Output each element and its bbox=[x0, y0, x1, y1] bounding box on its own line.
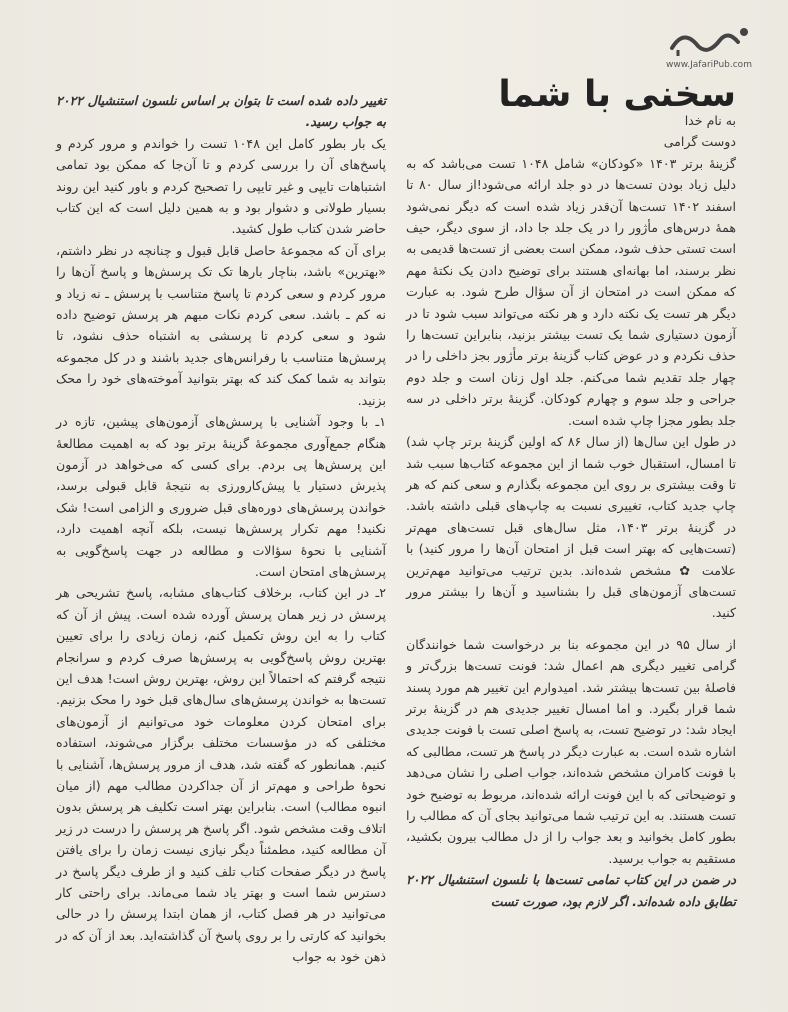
left-column bbox=[56, 90, 386, 990]
greeting-line: دوست گرامی bbox=[663, 134, 736, 150]
paragraph: ۱ـ با وجود آشنایی با پرسش‌های آزمون‌های پیشین، تازه در هنگام جمع‌آوری مجموعهٔ گزینهٔ برتر بود که به اهمیت مطالعهٔ این پرسش‌ها پی بردم. برای کسی که می‌خواهد در آزمون پذیرش دستیار یا پیش‌کارورزی به نتیجهٔ قابل قبولی برسد، خواندن پرسش‌های دوره‌های قبل ضروری و الزامی است! شک نکنید! مهم تکرار پرسش‌ها نیست، بلکه آنچه اهمیت دارد، آشنایی با نحوهٔ سؤالات و مطالعه در جهت پاسخ‌گویی به پرسش‌های امتحان است. bbox=[56, 414, 386, 579]
paragraph: از سال ۹۵ در این مجموعه بنا بر درخواست شما خوانندگان گرامی تغییر دیگری هم اعمال شد: فونت تست‌ها بزرگ‌تر و فاصلهٔ بین تست‌ها بیشتر شد. امیدوارم این تغییر هم مورد پسند شما قرار بگیرد. و اما امسال تغییر جدیدی هم در گزینهٔ برتر ایجاد شد: در توضیح تست، به پاسخ اصلی تست با فونت جدیدی اشاره شده است. به عبارت دیگر در پاسخ هر تست، مطالبی که با فونت کامران مشخص شده‌اند، جواب اصلی را نشان می‌دهد و توضیحاتی که با این فونت ارائه شده‌اند، مربوط به توضیح خود تست هستند. به این ترتیب شما می‌توانید بجای آن که مطالب را بطور کامل بخوانید و بعد جواب را از دل مطالب بیرون بکشید، مستقیم به جواب برسید. bbox=[406, 636, 736, 866]
greeting-line: به نام خدا bbox=[684, 113, 736, 128]
jafari-logo-icon bbox=[664, 20, 754, 60]
paragraph-emphasis: تغییر داده شده است تا بتوان بر اساس نلسون استنشیال ۲۰۲۲ به جواب رسید. bbox=[56, 93, 386, 130]
paragraph-emphasis: در ضمن در این کتاب تمامی تست‌ها با نلسون استنشیال ۲۰۲۲ تطابق داده شده‌اند. اگر لازم بود، صورت تست bbox=[406, 872, 736, 909]
paragraph: گزینهٔ برتر ۱۴۰۳ «کودکان» شامل ۱۰۴۸ تست می‌باشد که به دلیل زیاد بودن تست‌ها در دو جلد ارائه می‌شود!از سال ۸۰ تا اسفند ۱۴۰۲ تست‌ها آن‌قدر زیاد شده است که دیگر نمی‌شود همهٔ درس‌های مأژور را در یک جلد جا داد، از سوی دیگر، حیف است تستی حذف شود، ممکن است بعضی از تست‌ها قدیمی به نظر برسند، اما بهانه‌ای هستند برای توضیح دادن یک نکتهٔ مهم که ممکن است در امتحان از آن سؤال طرح شود. به عبارت دیگر هر تست یک نکته دارد و هر نکته می‌تواند سبب شود تا در آزمون دستیاری شما یک تست بیشتر بزنید، بنابراین تست‌ها را حذف نکردم و در عوض کتاب گزینهٔ برتر مأژور بجز داخلی را در چهار جلد تقدیم شما می‌کنم. جلد اول زنان است و جلد دوم جراحی و جلد سوم و چهارم کودکان. گزینهٔ برتر داخلی در سه جلد بطور مجزا چاپ شده است. bbox=[406, 155, 737, 428]
paragraph: ۲ـ در این کتاب، برخلاف کتاب‌های مشابه، پاسخ تشریحی هر پرسش در زیر همان پرسش آورده شده است. پیش از آن که کتاب را به این روش تکمیل کنم، زمان زیادی را برای تعیین بهترین روش پاسخ‌گویی به پرسش‌ها صرف کردم و سرانجام نتیجه گرفتم که احتمالاً این روش، بهترین روش است! هدف این تست‌ها به خواندن پرسش‌های سال‌های قبل خود را محک بزنیم. برای امتحان کردن معلومات خود می‌توانیم از آزمون‌های مختلفی که در مؤسسات مختلف برگزار می‌شوند، استفاده کنیم. همانطور که گفته شد، هدف از مرور پرسش‌ها، آشنایی با نحوهٔ طراحی و مهم‌تر از آن جداکردن مطالب مهم (از میان انبوه مطالب) است. بنابراین بهتر است تکلیف هر پرسش بدون اتلاف وقت مشخص شود. اگر پاسخ هر پرسش را درست در زیر آن مطالعه کنید، مطمئناً دیگر نیازی نیست زمان را برای یافتن پاسخ در دیگر صفحات کتاب تلف کنید و از طرف دیگر پاسخ در دسترس شما است و بهتر یاد شما می‌ماند. برای راحتی کار می‌توانید در هر فصل کتاب، از همان ابتدا پرسش را در حالی بخوانید که کارتی را بر روی پاسخ آن گذاشته‌اید. بعد از آن که در ذهن خود به جواب bbox=[56, 585, 386, 965]
paragraph: یک بار بطور کامل این ۱۰۴۸ تست را خواندم و مرور کردم و پاسخ‌های آن را بررسی کردم و تا آن‌جا که ممکن بود تمامی اشتباهات تایپی و غیر تایپی را تصحیح کردم و باور کنید این روند بسیار طولانی و دشوار بود و به همین دلیل است که این کتاب حاضر شدن کتاب طول کشید. bbox=[56, 135, 386, 237]
page-title: سخنی با شما bbox=[498, 74, 736, 115]
paragraph: برای آن که مجموعهٔ حاصل قابل قبول و چنانچه در نظر داشتم، «بهترین» باشد، بناچار بارها تک تک پرسش‌ها و پاسخ آن‌ها را مرور کردم و سعی کردم تا پاسخ متناسب با پرسش ـ نه زیاد و نه کم ـ باشد. سعی کردم نکات مبهم هر پرسش توضیح داده شود و سعی کردم تا پرسشی به اشتباه حذف نشود، تا پرسش‌ها متناسب با رفرانس‌های جدید باشند و در کل مجموعه بتواند به شما کمک کند که بهتر بتوانید آموخته‌های خود را محک بزنید. bbox=[56, 242, 386, 408]
publisher-logo bbox=[650, 20, 768, 76]
publisher-url: www.JafariPub.com bbox=[666, 60, 752, 70]
right-column bbox=[406, 110, 736, 990]
paragraph: در طول این سال‌ها (از سال ۸۶ که اولین گزینهٔ برتر چاپ شد) تا امسال، استقبال خوب شما از این مجموعه کتاب‌ها سبب شد تا وقت بیشتری بر روی این مجموعه بگذارم و سعی کنم که هر چاپ جدید کتاب، تغییری نسبت به چاپ‌های قبلی داشته باشد. در گزینهٔ برتر ۱۴۰۳، مثل سال‌های قبل تست‌های مهم‌تر (تست‌هایی که بهتر است قبل از امتحان آن‌ها را مرور کنید) با علامت ✿ مشخص شده‌اند. بدین ترتیب می‌توانید مهم‌ترین تست‌های آزمون‌های قبل را بشناسید و آن‌ها را بیشتر مرور کنید. bbox=[406, 434, 737, 621]
